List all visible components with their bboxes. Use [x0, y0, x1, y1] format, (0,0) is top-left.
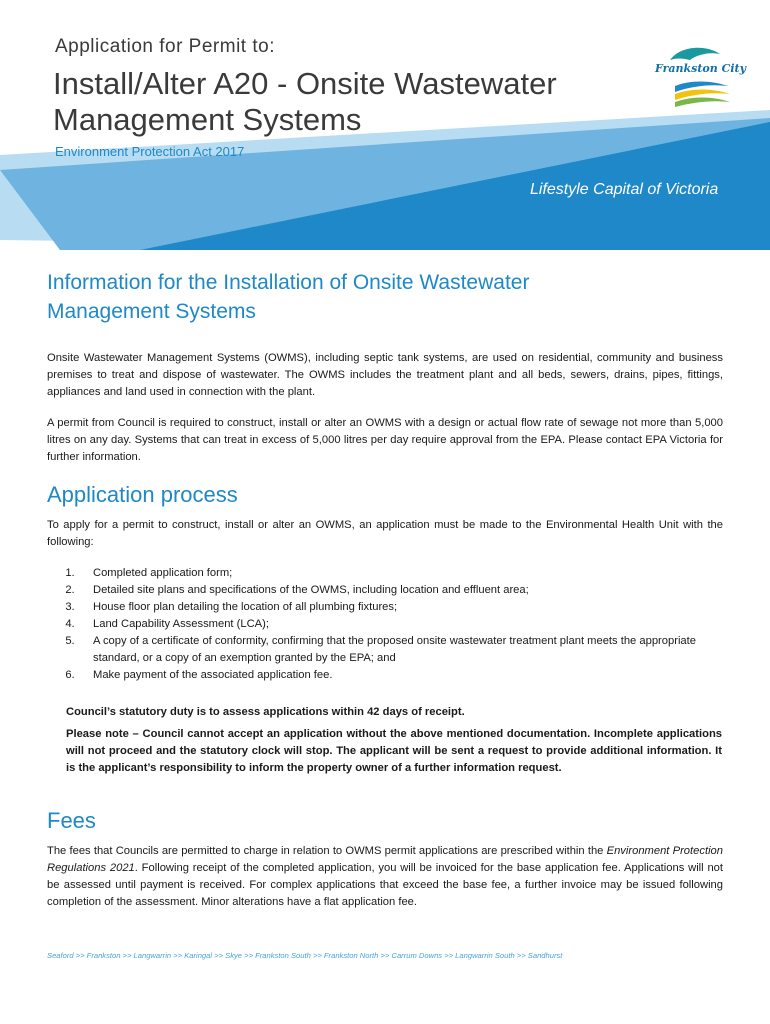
please-note: Please note – Council cannot accept an application without the above mentioned documentation. Incomplete applications will not proceed and the statutory clock will stop. The applicant will be sent a request to provide additional information. It is the applicant’s responsibility to inform the property owner of a further information request.	[66, 728, 722, 774]
regulations-title: Environment Protection Regulations 2021	[47, 845, 723, 874]
suburb-footer: Seaford >> Frankston >> Langwarrin >> Karingal >> Skye >> Frankston South >> Frankston North >> Carrum Downs >> Langwarrin South >> Sandhurst	[47, 951, 563, 960]
title-line-2: Management Systems	[53, 102, 362, 137]
land-icon	[675, 98, 730, 108]
dolphin-icon	[670, 48, 720, 60]
logo-text: Frankston City	[655, 62, 747, 75]
statutory-duty-note: Council’s statutory duty is to assess applications within 42 days of receipt.	[66, 706, 465, 718]
fees-paragraph: The fees that Councils are permitted to charge in relation to OWMS permit applications are prescribed within the Environment Protection Regulations 2021. Following receipt of the completed application, you will be invoiced for the base application fee. Applications will not be assessed until payment is received. For complex applications that exceed the base fee, a further invoice may be issued following completion of the assessment. Minor alterations have a flat application fee.	[47, 845, 723, 908]
frankston-city-logo	[650, 44, 742, 108]
list-item: 4. Land Capability Assessment (LCA);	[65, 618, 269, 630]
fees-heading: Fees	[47, 808, 96, 833]
info-heading	[47, 268, 687, 326]
tagline: Lifestyle Capital of Victoria	[530, 181, 719, 198]
pre-title: Application for Permit to:	[55, 36, 275, 57]
process-intro: To apply for a permit to construct, install or alter an OWMS, an application must be made to the Environmental Health Unit with the following:	[47, 519, 723, 548]
title-line-1: Install/Alter A20 - Onsite Wastewater	[53, 66, 557, 101]
list-item: 3. House floor plan detailing the location of all plumbing fixtures;	[65, 601, 398, 613]
info-paragraph-2: A permit from Council is required to construct, install or alter an OWMS with a design or actual flow rate of sewage not more than 5,000 litres on any day. Systems that can treat in excess of 5,000 litres per day require approval from the EPA. Please contact EPA Victoria for further information.	[47, 417, 723, 463]
process-heading: Application process	[47, 482, 238, 507]
list-item: 1. Completed application form;	[65, 567, 233, 579]
list-item: 5. A copy of a certificate of conformity, confirming that the proposed onsite wastewater treatment plant meets the appropriate standard, or a copy of an exemption granted by the EPA; and	[65, 635, 696, 664]
list-item: 2. Detailed site plans and specifications of the OWMS, including location and effluent area;	[65, 584, 529, 596]
info-heading-line-2: Management Systems	[47, 300, 256, 323]
page-title	[53, 66, 653, 138]
list-item: 6. Make payment of the associated application fee.	[65, 669, 333, 681]
info-heading-line-1: Information for the Installation of Onsite Wastewater	[47, 271, 530, 294]
requirements-list	[47, 565, 723, 684]
info-paragraph-1: Onsite Wastewater Management Systems (OWMS), including septic tank systems, are used on residential, community and business premises to treat and dispose of wastewater. The OWMS includes the treatment plant and all beds, sewers, drains, pipes, fittings, appliances and land used in connection with the plant.	[47, 352, 723, 398]
act-subtitle: Environment Protection Act 2017	[55, 144, 245, 159]
